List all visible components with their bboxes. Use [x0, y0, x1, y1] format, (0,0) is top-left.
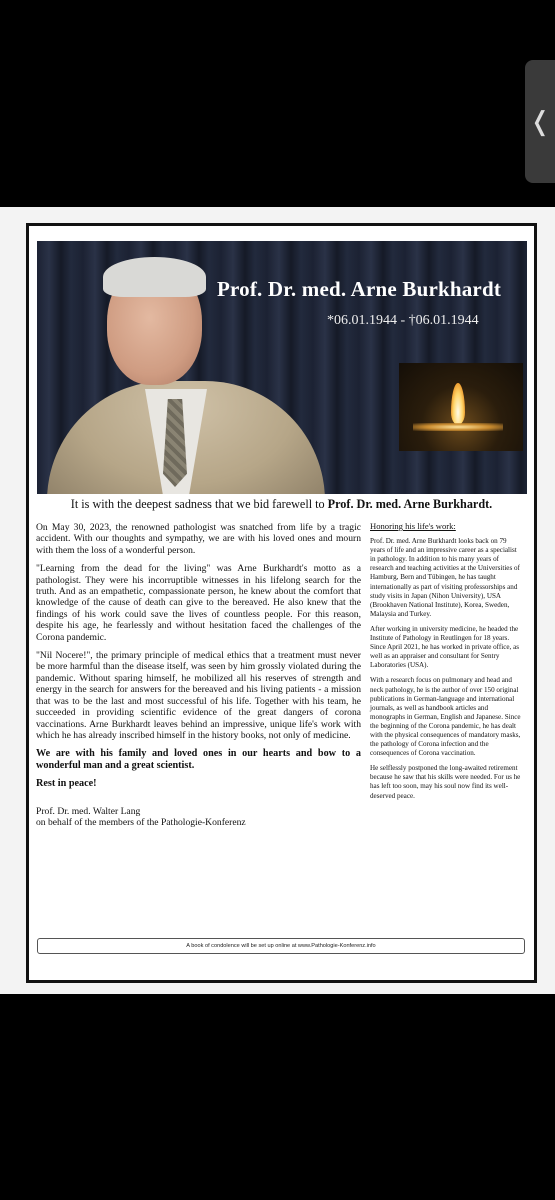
- candle-flame-icon: [451, 383, 465, 425]
- life-work-institute: After working in university medicine, he headed the Institute of Pathology in Reutlingen for 18 years. Since April 2021, he has worked in private office, as well as an appraiser and consultant for Sentry Laboratories (USA).: [370, 624, 519, 670]
- paragraph-motto: "Learning from the dead for the living" was Arne Burkhardt's motto as a pathologist. They were his incorruptible witnesses in his lifelong search for the truth. And as an empathetic, compassionate person, he knew about the comfort that knowledge of the cause of death can give to the bereaved. He also knew that the findings of his work could save the lives of countless people. For this reason, despite his age, he fearlessly and without hesitation faced the challenges of the Corona pandemic.: [36, 563, 361, 643]
- signature-org: on behalf of the members of the Pathologie-Konferenz: [36, 816, 246, 828]
- candle-image: [399, 363, 523, 451]
- life-work-column: [370, 522, 523, 807]
- life-work-heading: Honoring his life's work:: [370, 521, 456, 531]
- banner-name: Prof. Dr. med. Arne Burkhardt: [216, 277, 502, 301]
- candle-glow: [413, 423, 503, 431]
- obituary-frame: [26, 223, 537, 983]
- condolence-book-notice: A book of condolence will be set up online at www.Pathologie-Konferenz.info: [37, 938, 525, 954]
- signature-block: [36, 806, 361, 829]
- farewell-name: Prof. Dr. med. Arne Burkhardt.: [327, 497, 493, 511]
- signature-name: Prof. Dr. med. Walter Lang: [36, 805, 141, 817]
- banner-dates: *06.01.1944 - †06.01.1944: [327, 313, 479, 328]
- back-tab[interactable]: [525, 60, 555, 183]
- farewell-prefix: It is with the deepest sadness that we bid farewell to: [70, 497, 328, 511]
- banner-photo: [37, 241, 527, 494]
- main-text-column: [36, 522, 361, 828]
- paragraph-accident: On May 30, 2023, the renowned pathologist was snatched from life by a tragic accident. With our thoughts and sympathy, we are with his loved ones and mourn with them the loss of a wonderful person.: [36, 522, 361, 556]
- paragraph-nil-nocere: "Nil Nocere!", the primary principle of medical ethics that a treatment must never be more harmful than the disease itself, was seen by him grossly violated during the pandemic. Without sparing himself, he mobilized all his reserves of strength and energy in the search for answers for the bereaved and his living patients - a mission that was to be the last and most successful of his life. Together with his team, he succeeded in providing scientific evidence of the great dangers of corona vaccinations. Arne Burkhardt leaves behind an impressive, unique life's work with which he has already inscribed himself in the history books, not only of medicine.: [36, 650, 361, 741]
- life-work-research: With a research focus on pulmonary and head and neck pathology, he is the author of over 150 original publications in German-language and international journals, as well as handbook articles and monographs in German, English and Japanese. Since the beginning of the Corona pandemic, he has dealt with the physical consequences of mandatory masks, the pathology of Corona infection and the consequences of Corona vaccination.: [370, 676, 521, 758]
- paragraph-condolence: We are with his family and loved ones in our hearts and bow to a wonderful man and a great scientist.: [36, 748, 361, 771]
- obituary-sheet: [0, 207, 555, 994]
- farewell-line: [29, 497, 534, 512]
- portrait-hair: [103, 257, 206, 297]
- life-work-career: Prof. Dr. med. Arne Burkhardt looks back on 79 years of life and an impressive career as a specialist in pathology. In addition to his many years of research and teaching activities at the Universities of Hamburg, Bern and Tübingen, he has taught internationally as part of visiting professorships and study visits in Japan (Nihon University), USA (Brookhaven National Institute), Korea, Sweden, Malaysia and Turkey.: [370, 537, 520, 618]
- rest-in-peace: Rest in peace!: [36, 778, 97, 790]
- life-work-retirement: He selflessly postponed the long-awaited retirement because he saw that his skills were needed. For us he has left too soon, may his soul now find its well-deserved peace.: [370, 764, 521, 800]
- chevron-left-icon: ❬: [529, 106, 551, 137]
